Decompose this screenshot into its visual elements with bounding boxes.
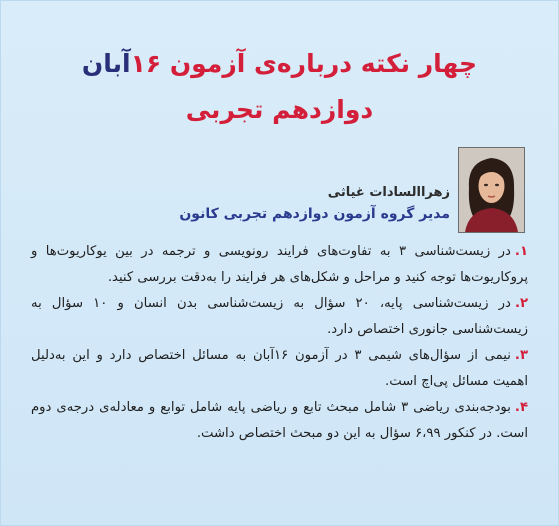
- tips-list: [31, 239, 528, 447]
- tip-number: ۴.: [514, 400, 528, 415]
- tip-text: در زیست‌شناسی پایه، ۲۰ سؤال به زیست‌شناسی بدن انسان و ۱۰ سؤال به زیست‌شناسی جانوری اختصاص دارد.: [31, 296, 528, 337]
- article-title: [1, 41, 558, 133]
- tip-text: بودجه‌بندی ریاضی ۳ شامل مبحث تابع و ریاضی پایه شامل توابع و معادله‌ی درجه‌ی دوم است. در کنکور ۶،۹۹ سؤال به این دو مبحث اختصاص داشت.: [31, 400, 528, 441]
- title-line1-blue: آبان: [81, 49, 131, 78]
- tip-number: ۳.: [514, 348, 528, 363]
- tip-text: در زیست‌شناسی ۳ به تفاوت‌های فرایند رونویسی و ترجمه در بین یوکاریوت‌ها و پروکاریوت‌ها توجه کنید و مراحل و شکل‌های هر فرایند را به‌دقت بررسی کنید.: [31, 244, 528, 285]
- title-line1-red: چهار نکته درباره‌ی آزمون ۱۶: [130, 49, 478, 78]
- author-name: زهراالسادات غیاثی: [327, 185, 450, 200]
- author-info: [179, 183, 450, 225]
- tip-item: [31, 291, 528, 343]
- tip-item: [31, 395, 528, 447]
- tip-number: ۲.: [514, 296, 529, 311]
- tip-item: [31, 343, 528, 395]
- tip-number: ۱.: [514, 244, 528, 259]
- tip-item: [31, 239, 528, 291]
- tip-text: نیمی از سؤال‌های شیمی ۳ در آزمون ۱۶آبان به مسائل اختصاص دارد و این به‌دلیل اهمیت مسائل پی‌اچ است.: [31, 348, 528, 389]
- author-role: مدیر گروه آزمون دوازدهم تجربی کانون: [179, 206, 450, 222]
- title-line2: دوازدهم تجربی: [185, 95, 374, 124]
- author-photo: [458, 147, 525, 233]
- portrait-icon: [459, 148, 524, 232]
